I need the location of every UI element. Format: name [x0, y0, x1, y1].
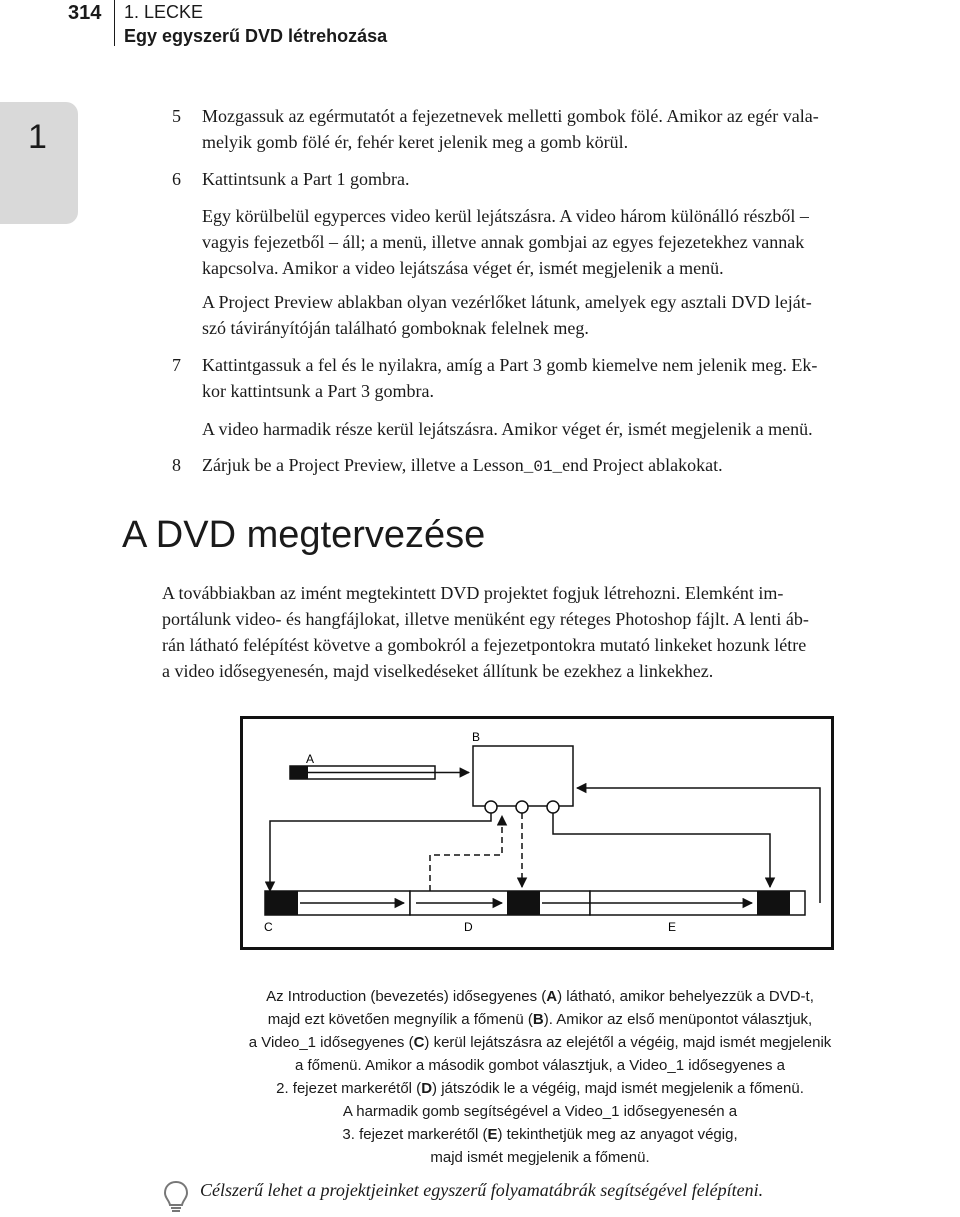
- lightbulb-icon: [163, 1180, 189, 1214]
- menu-button-1: [485, 801, 497, 813]
- flow-diagram: [240, 716, 834, 950]
- chapter-marker-c: [265, 891, 298, 915]
- menu-button-3: [547, 801, 559, 813]
- intro-timeline-marker: [290, 766, 308, 779]
- chapter-tab-number: 1: [28, 118, 47, 156]
- step-5-text: Mozgassuk az egérmutatót a fejezetnevek melletti gombok fölé. Amikor az egér vala- melyik gomb fölé ér, fehér keret jelenik meg a gomb körül.: [202, 106, 819, 152]
- step-number: 8: [172, 455, 181, 475]
- step-number: 6: [172, 169, 181, 189]
- step-number: 7: [172, 355, 181, 375]
- tip-text: Célszerű lehet a projektjeinket egyszerű folyamatábrák segítségével felépíteni.: [200, 1180, 764, 1200]
- step-6-paragraph-2: A Project Preview ablakban olyan vezérlőket látunk, amelyek egy asztali DVD leját- szó távirányítóján található gomboknak felelnek meg.: [202, 292, 812, 338]
- header-divider: [114, 0, 115, 46]
- diagram-label-c: C: [264, 920, 273, 934]
- step-number: 5: [172, 106, 181, 126]
- page-number: 314: [68, 2, 102, 24]
- menu-button-2: [516, 801, 528, 813]
- chapter-marker-e: [757, 891, 790, 915]
- lesson-label: 1. LECKE: [124, 2, 204, 22]
- step-6-paragraph-1: Egy körülbelül egyperces video kerül lejátszásra. A video három különálló részből – vagyis fejezetből – áll; a menü, illetve annak gombjai az egyes fejezetekhez vannak kapcsolva. Amikor a video lejátszása véget ér, ismét megjelenik a menü.: [202, 206, 809, 278]
- step-6-text: Kattintsunk a Part 1 gombra.: [202, 169, 410, 189]
- step-7-text: Kattintgassuk a fel és le nyilakra, amíg a Part 3 gomb kiemelve nem jelenik meg. Ek- kor kattintsunk a Part 3 gombra.: [202, 355, 818, 401]
- chapter-marker-d: [507, 891, 540, 915]
- diagram-label-b: B: [472, 730, 481, 744]
- diagram-label-d: D: [464, 920, 473, 934]
- lesson-title: Egy egyszerű DVD létrehozása: [124, 26, 388, 46]
- section-paragraph: A továbbiakban az imént megtekintett DVD projektet fogjuk létrehozni. Elemként im- portálunk video- és hangfájlokat, illetve menüként egy réteges Photoshop fájlt. A lenti áb- rán látható felépítést követve a gombokról a fejezetpontokra mutató linkeket hozunk létre a video idősegyenesén, majd viselkedéseket állítunk be ezekhez a linkekhez.: [162, 583, 809, 681]
- step-8-text: Zárjuk be a Project Preview, illetve a Lesson_01_end Project ablakokat.: [202, 455, 723, 476]
- menu-box: [473, 746, 573, 806]
- diagram-label-a: A: [306, 752, 315, 766]
- step-7-paragraph: A video harmadik része kerül lejátszásra. Amikor véget ér, ismét megjelenik a menü.: [202, 419, 813, 439]
- diagram-caption: Az Introduction (bevezetés) idősegyenes (A) látható, amikor behelyezzük a DVD-t, majd ezt követően megnyílik a főmenü (B). Amikor az első menüpontot választjuk, a Video_1 idősegyenes (C) kerül lejátszásra az elejétől a végéig, majd ismét megjelenik a főmenü. Amikor a második gombot választjuk, a Video_1 idősegyenes a 2. fejezet markerétől (D) játszódik le a végéig, majd ismét megjelenik a főmenü. A harmadik gomb segítségével a Video_1 idősegyenesén a 3. fejezet markerétől (E) tekinthetjük meg az anyagot végig, majd ismét megjelenik a főmenü.: [248, 988, 832, 1166]
- section-title: A DVD megtervezése: [122, 514, 486, 556]
- diagram-label-e: E: [668, 920, 677, 934]
